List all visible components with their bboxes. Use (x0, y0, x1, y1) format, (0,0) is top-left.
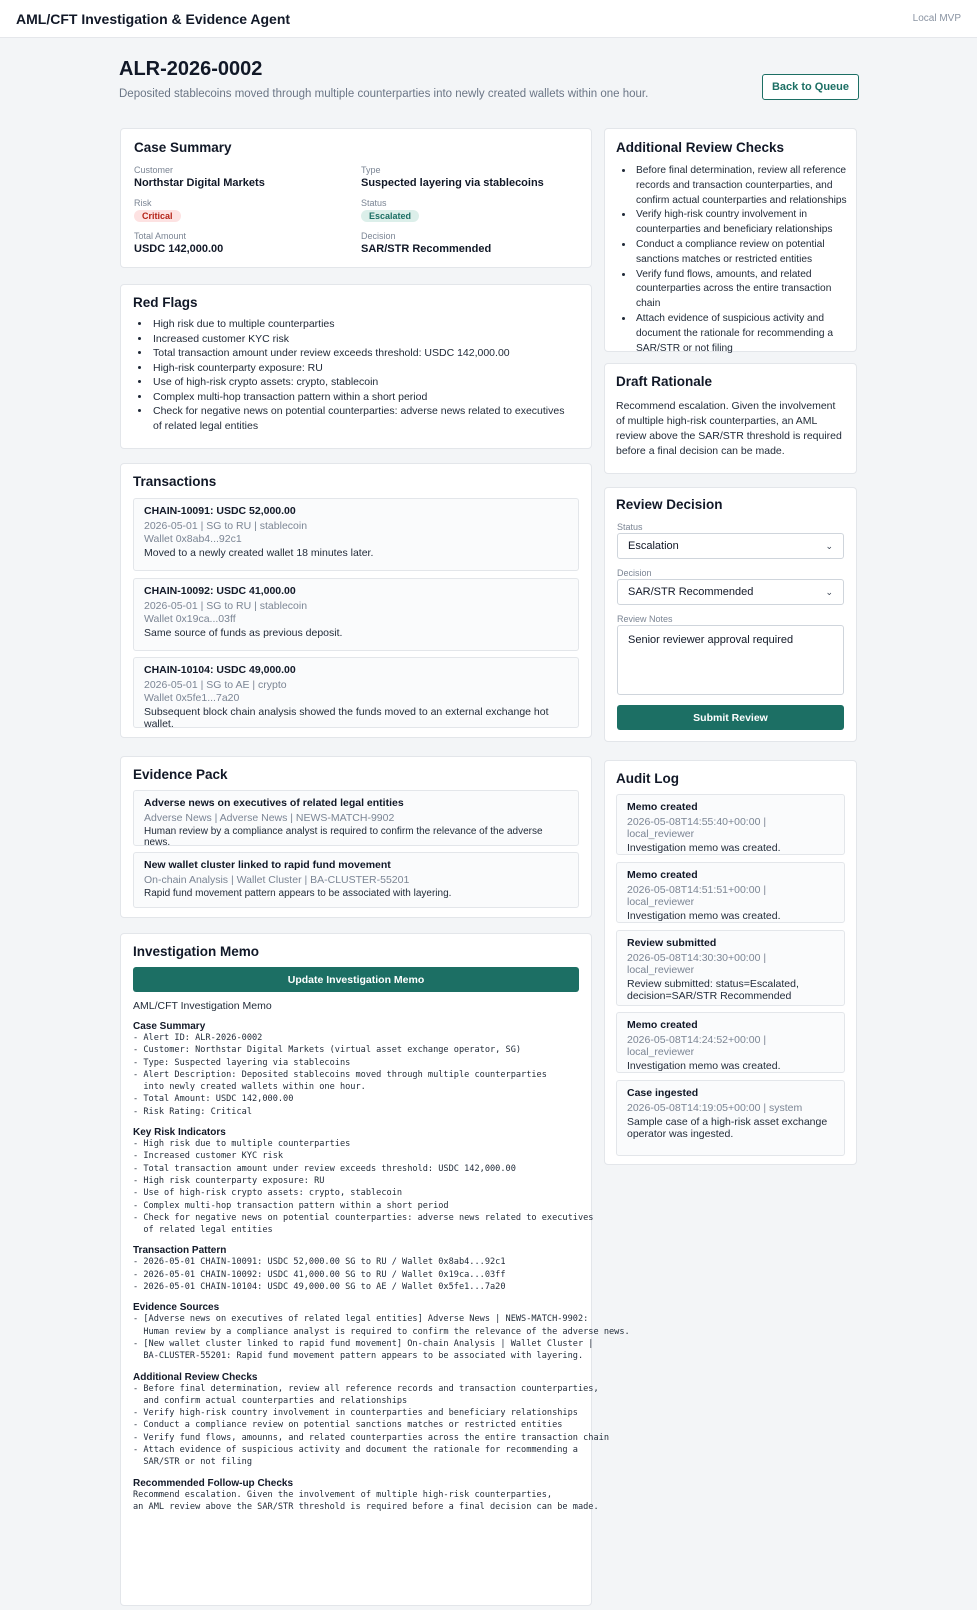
memo-section-heading: Recommended Follow-up Checks (133, 1477, 294, 1489)
memo-section-heading: Case Summary (133, 1021, 206, 1032)
case-header (119, 58, 859, 118)
list-item: • Use of high-risk crypto assets: crypto, stablecoin (151, 375, 567, 390)
red-flags-card (120, 284, 592, 449)
memo-section-heading: Key Risk Indicators (133, 1127, 226, 1139)
card-title: Evidence Pack (133, 767, 228, 782)
additional-checks-card (604, 128, 857, 352)
memo-doc-title: AML/CFT Investigation Memo (133, 1000, 272, 1012)
transaction-meta: 2026-05-01 | SG to RU | stablecoin (144, 600, 308, 612)
list-item: • Attach evidence of suspicious activity and document the rationale for recommending a SAR/STR or not filing (634, 312, 853, 356)
evidence-pack-card (120, 756, 592, 918)
type-value: Suspected layering via stablecoins (361, 177, 544, 189)
transaction-note: Subsequent block chain analysis showed the funds moved to an external exchange hot wallet. (144, 706, 549, 730)
memo-section-body: - Alert ID: ALR-2026-0002 - Customer: Northstar Digital Markets (virtual asset exchange operator, SG) - Type: Suspected layering via stablecoins - Alert Description: Deposited stablecoins moved through multiple counterparties into newly created wallets within one hour. - Total Amount: USDC 142,000.00 - Risk Rating: Critical (133, 1033, 547, 1117)
draft-rationale-card (604, 363, 857, 474)
audit-entry-meta: 2026-05-08T14:55:40+00:00 | local_reviewer (627, 816, 767, 840)
audit-entry (616, 862, 845, 923)
transaction-title: CHAIN-10104: USDC 49,000.00 (144, 664, 296, 676)
audit-entry-description: Investigation memo was created. (627, 910, 781, 922)
transaction-item (133, 578, 579, 651)
memo-sections (133, 1021, 630, 1513)
audit-entry-description: Review submitted: status=Escalated, decision=SAR/STR Recommended (627, 978, 799, 1002)
memo-section-body: Recommend escalation. Given the involvement of multiple high-risk counterparties, an AML review above the SAR/STR threshold is required before a final decision can be made. (133, 1489, 599, 1512)
app-title: AML/CFT Investigation & Evidence Agent (16, 10, 291, 27)
evidence-meta: Adverse News | Adverse News | NEWS-MATCH-9902 (144, 812, 395, 824)
list-item: • Check for negative news on potential counterparties: adverse news related to executives of related legal entities (151, 404, 567, 433)
total-amount-label: Total Amount (134, 231, 187, 241)
list-item: • Verify fund flows, amounts, and related counterparties across the entire transaction chain (634, 268, 853, 312)
decision-value: SAR/STR Recommended (361, 243, 492, 255)
card-title: Investigation Memo (133, 944, 260, 959)
decision-select-value: SAR/STR Recommended (628, 586, 754, 598)
transaction-wallet: Wallet 0x5fe1...7a20 (144, 692, 240, 704)
submit-review-button[interactable]: Submit Review (617, 705, 844, 730)
list-item: • High risk due to multiple counterparties (151, 317, 567, 332)
transaction-meta: 2026-05-01 | SG to RU | stablecoin (144, 520, 308, 532)
memo-section-body: - [Adverse news on executives of related legal entities] Adverse News | NEWS-MATCH-9902: Human review by a compliance analyst is required to confirm the relevance of the adverse news. - [New wallet cluster linked to rapid fund movement] On-chain Analysis | Wallet Cluster | BA-CLUSTER-55201: Rapid fund movement pattern appears to be associated with layering. (133, 1314, 630, 1362)
audit-entry-meta: 2026-05-08T14:51:51+00:00 | local_reviewer (627, 884, 767, 908)
decision-field-label: Decision (617, 568, 652, 578)
list-item: • Conduct a compliance review on potential sanctions matches or restricted entities (634, 238, 853, 268)
transaction-meta: 2026-05-01 | SG to AE | crypto (144, 679, 287, 691)
list-item: • Before final determination, review all reference records and transaction counterparties, and confirm actual counterparties and relationships (634, 164, 853, 208)
list-item: • Complex multi-hop transaction pattern within a short period (151, 390, 567, 405)
status-select[interactable] (617, 533, 844, 559)
additional-checks-list (620, 164, 853, 356)
audit-entry-title: Memo created (627, 801, 698, 813)
status-field-label: Status (617, 522, 643, 532)
evidence-title: New wallet cluster linked to rapid fund movement (144, 859, 391, 871)
memo-document (133, 1000, 630, 1513)
card-title: Transactions (133, 474, 217, 489)
list-item: • High-risk counterparty exposure: RU (151, 361, 567, 376)
evidence-item (133, 790, 579, 846)
evidence-meta: On-chain Analysis | Wallet Cluster | BA-CLUSTER-55201 (144, 874, 410, 886)
mode-badge: Local MVP (912, 13, 961, 24)
audit-entry-title: Memo created (627, 869, 698, 881)
list-item: • Verify high-risk country involvement in counterparties and beneficiary relationships (634, 208, 853, 238)
case-summary-card (120, 128, 592, 268)
status-select-value: Escalation (628, 540, 679, 552)
transaction-title: CHAIN-10092: USDC 41,000.00 (144, 585, 296, 597)
memo-section-heading: Transaction Pattern (133, 1245, 227, 1257)
transaction-wallet: Wallet 0x19ca...03ff (144, 613, 236, 625)
audit-entry-title: Case ingested (627, 1087, 699, 1099)
audit-entry-meta: 2026-05-08T14:19:05+00:00 | system (627, 1102, 803, 1114)
memo-section-heading: Additional Review Checks (133, 1371, 258, 1383)
decision-label: Decision (361, 231, 396, 241)
card-title: Review Decision (616, 497, 723, 512)
red-flags-list (137, 317, 567, 433)
review-notes-textarea[interactable]: Senior reviewer approval required (617, 625, 844, 695)
audit-entry (616, 930, 845, 1006)
review-decision-card (604, 487, 857, 742)
audit-entry-description: Investigation memo was created. (627, 842, 781, 854)
audit-entry-title: Memo created (627, 1019, 698, 1031)
evidence-description: Rapid fund movement pattern appears to be associated with layering. (144, 888, 452, 899)
audit-entry-description: Sample case of a high-risk asset exchange operator was ingested. (627, 1116, 828, 1140)
risk-label: Risk (134, 198, 152, 208)
audit-entry-meta: 2026-05-08T14:24:52+00:00 | local_reviewer (627, 1034, 767, 1058)
top-bar (0, 0, 977, 38)
total-amount-value: USDC 142,000.00 (134, 243, 224, 255)
customer-value: Northstar Digital Markets (134, 177, 265, 189)
transaction-item (133, 657, 579, 728)
back-to-queue-button[interactable]: Back to Queue (762, 74, 859, 100)
type-label: Type (361, 165, 381, 175)
list-item: • Increased customer KYC risk (151, 332, 567, 347)
transaction-note: Moved to a newly created wallet 18 minutes later. (144, 547, 374, 559)
review-notes-label: Review Notes (617, 614, 673, 624)
evidence-item (133, 852, 579, 908)
chevron-down-icon: ⌄ (825, 586, 833, 597)
evidence-title: Adverse news on executives of related legal entities (144, 797, 404, 809)
customer-label: Customer (134, 165, 174, 175)
draft-rationale-text: Recommend escalation. Given the involvement of multiple high-risk counterparties, an AML review above the SAR/STR threshold is required before a final decision can be made. (616, 400, 842, 457)
card-title: Red Flags (133, 295, 198, 310)
page-title: ALR-2026-0002 (119, 58, 263, 80)
transaction-wallet: Wallet 0x8ab4...92c1 (144, 533, 242, 545)
alert-description: Deposited stablecoins moved through multiple counterparties into newly created wallets within one hour. (119, 88, 649, 100)
risk-badge: Critical (134, 210, 181, 222)
investigation-memo-card (120, 933, 630, 1606)
card-title: Case Summary (134, 140, 232, 155)
decision-select[interactable] (617, 579, 844, 605)
transactions-card (120, 463, 592, 738)
list-item: • Total transaction amount under review exceeds threshold: USDC 142,000.00 (151, 346, 567, 361)
audit-entry (616, 1012, 845, 1073)
audit-entry-description: Investigation memo was created. (627, 1060, 781, 1072)
memo-section-body: - Before final determination, review all reference records and transaction counterparties, and confirm actual counterparties and relationships - Verify high-risk country involvement in counterparties and beneficiary relationships - Conduct a compliance review on potential sanctions matches or restricted entities - Verify fund flows, amounns, and related counterparties across the entire transaction chain - Attach evidence of suspicious activity and document the rationale for recommending a SAR/STR or not filing (133, 1383, 609, 1468)
transaction-note: Same source of funds as previous deposit. (144, 627, 343, 639)
chevron-down-icon: ⌄ (825, 540, 833, 551)
status-label: Status (361, 198, 387, 208)
status-badge: Escalated (361, 210, 419, 222)
update-memo-button[interactable]: Update Investigation Memo (133, 967, 579, 992)
memo-section-body: - High risk due to multiple counterparties - Increased customer KYC risk - Total transaction amount under review exceeds threshold: USDC 142,000.00 - High risk counterparty exposure: RU - Use of high-risk crypto assets: crypto, stablecoin - Complex multi-hop transaction pattern within a short period - Check for negative news on potential counterparties: adverse news related to executives of related legal entities (133, 1139, 594, 1236)
memo-section-heading: Evidence Sources (133, 1302, 220, 1314)
transaction-title: CHAIN-10091: USDC 52,000.00 (144, 505, 296, 517)
audit-entry (616, 1080, 845, 1156)
audit-entry-meta: 2026-05-08T14:30:30+00:00 | local_reviewer (627, 952, 767, 976)
audit-log-card (604, 760, 857, 1165)
memo-section-body: - 2026-05-01 CHAIN-10091: USDC 52,000.00 SG to RU / Wallet 0x8ab4...92c1 - 2026-05-01 CHAIN-10092: USDC 41,000.00 SG to RU / Wallet 0x19ca...03ff - 2026-05-01 CHAIN-10104: USDC 49,000.00 SG to AE / Wallet 0x5fe1...7a20 (133, 1257, 506, 1293)
evidence-description: Human review by a compliance analyst is required to confirm the relevance of the adverse news. (144, 826, 543, 848)
card-title: Additional Review Checks (616, 140, 785, 155)
audit-entry-title: Review submitted (627, 937, 717, 949)
transaction-item (133, 498, 579, 571)
card-title: Audit Log (616, 771, 679, 786)
card-title: Draft Rationale (616, 374, 713, 389)
audit-entry (616, 794, 845, 855)
